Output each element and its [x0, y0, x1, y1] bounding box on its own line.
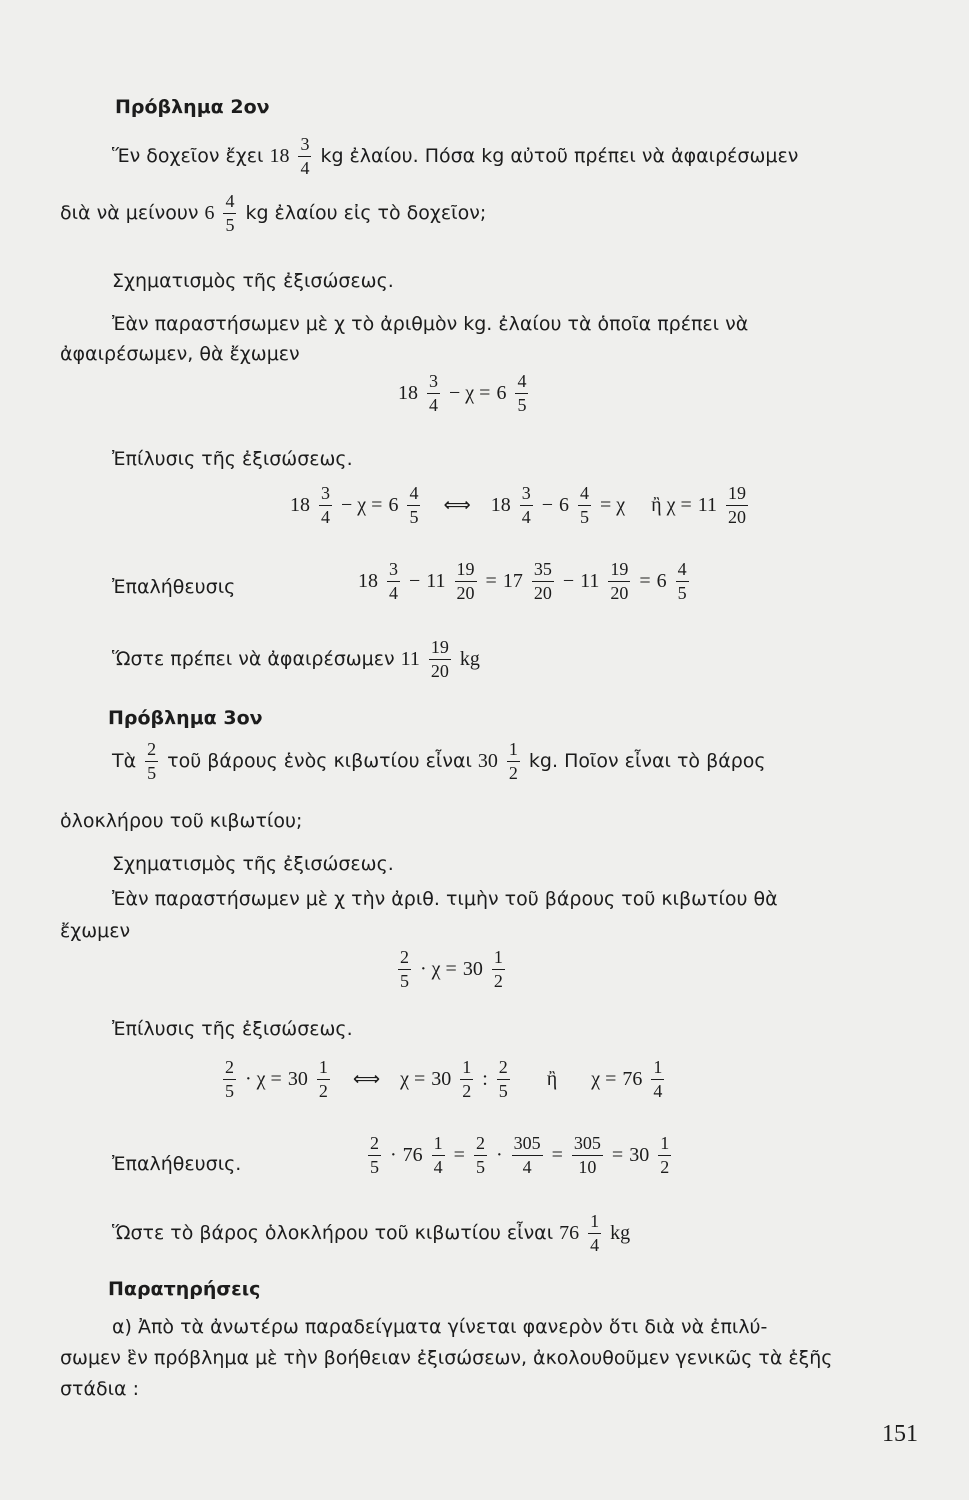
remarks-line2: σωμεν ἓν πρόβλημα μὲ τὴν βοήθειαν ἐξισώσεων, ἀκολουθοῦμεν γενικῶς τὰ ἑξῆς [60, 1347, 833, 1369]
fraction: $\frac{4}{5}$ [225, 191, 235, 235]
remarks-heading: Παρατηρήσεις [108, 1278, 261, 1300]
problem2-verification-label: Ἐπαλήθευσις [112, 576, 236, 598]
remarks-line1: α) Ἀπὸ τὰ ἀνωτέρω παραδείγματα γίνεται φανερὸν ὅτι διὰ νὰ ἐπιλύ- [112, 1316, 768, 1338]
problem3-equation: $\frac{2}{5}$ · χ = 30 $\frac{1}{2}$ [400, 947, 503, 991]
problem2-equation: 18 $\frac{3}{4}$ − χ = 6 $\frac{4}{5}$ [398, 371, 527, 415]
iff-symbol: ⟺ [352, 1067, 381, 1090]
problem2-setup-line1: Ἐὰν παραστήσωμεν μὲ χ τὸ ἀριθμὸν kg. ἐλαίου τὰ ὁποῖα πρέπει νὰ [112, 313, 749, 335]
problem3-solution-label: Ἐπίλυσις τῆς ἐξισώσεως. [112, 1018, 353, 1040]
fraction: $\frac{3}{4}$ [300, 134, 310, 178]
problem3-solution-line: $\frac{2}{5}$ · χ = 30 $\frac{1}{2}$ ⟺ χ = 30 $\frac{1}{2}$ : $\frac{2}{5}$ ἢ χ = 76 $\frac{1}{4}$ [225, 1057, 663, 1101]
problem3-intro-line1: Τὰ $\frac{2}{5}$ τοῦ βάρους ἑνὸς κιβωτίου εἶναι 30 $\frac{1}{2}$ kg. Ποῖον εἶναι τὸ βάρος [112, 739, 766, 783]
problem2-setup-line2: ἀφαιρέσωμεν, θὰ ἔχωμεν [60, 343, 300, 365]
iff-symbol: ⟺ [443, 493, 471, 516]
page-number: 151 [882, 1421, 918, 1447]
problem2-heading: Πρόβλημα 2ον [115, 96, 270, 118]
problem2-verification: 18 $\frac{3}{4}$ − 11 $\frac{19}{20}$ = 17 $\frac{35}{20}$ − 11 $\frac{19}{20}$ = 6 $\frac{4}{5}$ [358, 559, 687, 603]
problem3-heading: Πρόβλημα 3ον [108, 707, 263, 729]
problem2-solution-line: 18 $\frac{3}{4}$ − χ = 6 $\frac{4}{5}$ ⟺ 18 $\frac{3}{4}$ − 6 $\frac{4}{5}$ = χ ἢ χ = 11 $\frac{19}{20}$ [290, 483, 747, 527]
problem2-conclusion: Ὥστε πρέπει νὰ ἀφαιρέσωμεν 11 $\frac{19}{20}$ kg [112, 637, 480, 681]
problem3-verification: $\frac{2}{5}$ · 76 $\frac{1}{4}$ = $\frac{2}{5}$ · $\frac{305}{4}$ = $\frac{305}{10}$ = 30 $\frac{1}{2}$ [370, 1133, 670, 1177]
problem2-formation-label: Σχηματισμὸς τῆς ἐξισώσεως. [112, 270, 394, 292]
problem2-solution-label: Ἐπίλυσις τῆς ἐξισώσεως. [112, 448, 353, 470]
remarks-line3: στάδια : [60, 1378, 140, 1400]
problem3-conclusion: Ὥστε τὸ βάρος ὁλοκλήρου τοῦ κιβωτίου εἶναι 76 $\frac{1}{4}$ kg [112, 1211, 631, 1255]
problem2-intro-line2: διὰ νὰ μείνουν 6 $\frac{4}{5}$ kg ἐλαίου εἰς τὸ δοχεῖον; [60, 191, 487, 235]
problem3-verification-label: Ἐπαλήθευσις. [112, 1153, 242, 1175]
problem3-setup-line2: ἔχωμεν [60, 920, 131, 942]
problem2-intro-line1: Ἕν δοχεῖον ἔχει 18 $\frac{3}{4}$ kg ἐλαίου. Πόσα kg αὐτοῦ πρέπει νὰ ἀφαιρέσωμεν [112, 134, 799, 178]
problem3-setup-line1: Ἐὰν παραστήσωμεν μὲ χ τὴν ἀριθ. τιμὴν τοῦ βάρους τοῦ κιβωτίου θὰ [112, 888, 778, 910]
problem3-formation-label: Σχηματισμὸς τῆς ἐξισώσεως. [112, 853, 394, 875]
problem3-intro-line2: ὁλοκλήρου τοῦ κιβωτίου; [60, 810, 303, 832]
